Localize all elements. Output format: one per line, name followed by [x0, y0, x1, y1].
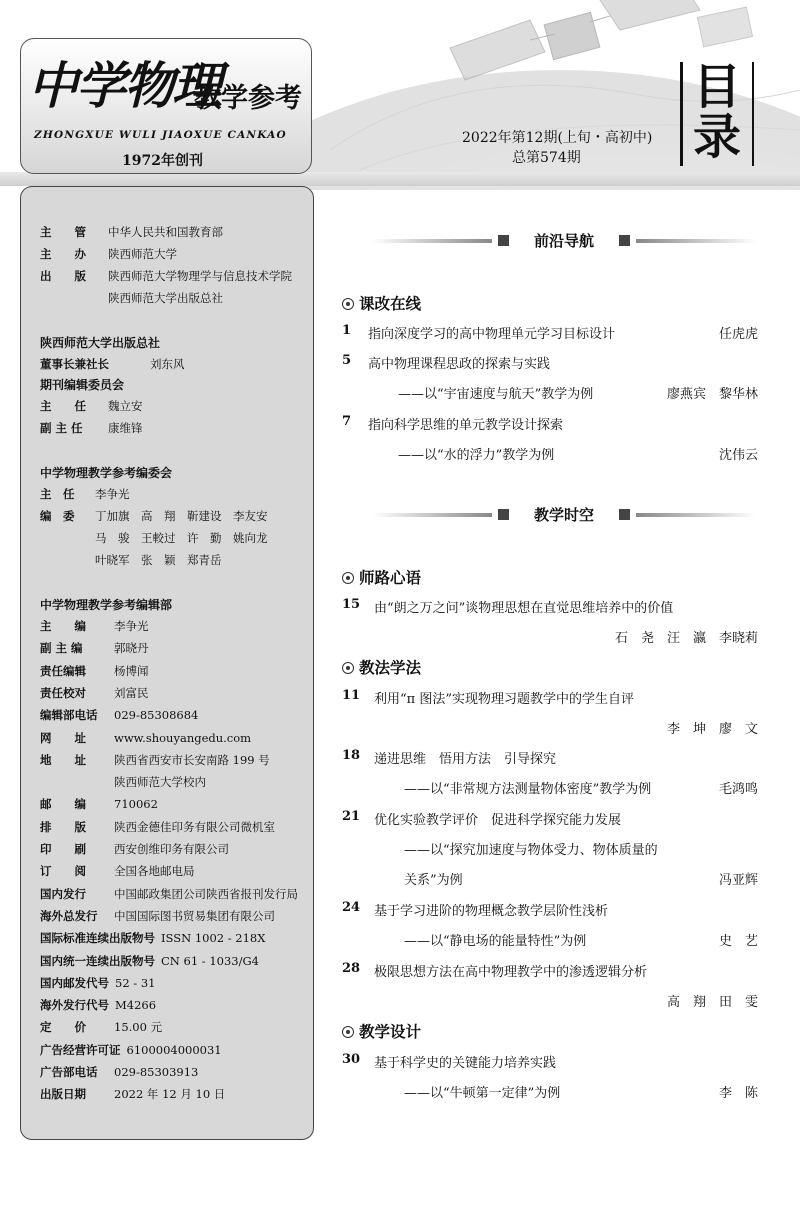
toc-article-subtitle: ——以“宇宙速度与航天”教学为例 [398, 387, 594, 402]
detail-label: 订 阅 [40, 864, 86, 879]
logo-pinyin: ZHONGXUE WULI JIAOXUE CANKAO [34, 129, 287, 141]
detail-value: 710062 [114, 797, 158, 812]
detail-label: 海外总发行 [40, 908, 98, 923]
detail-value: 中国国际图书贸易集团有限公司 [114, 908, 275, 923]
category-heading: 师路心语 [342, 566, 421, 588]
toc-page-number: 28 [342, 961, 361, 976]
masthead-detail-row [40, 930, 265, 946]
toc-author: 任虎虎 [718, 327, 758, 342]
detail-label: 地 址 [40, 752, 86, 767]
detail-value: 郭晓丹 [114, 641, 149, 656]
toc-title [688, 59, 746, 165]
detail-value: 52 - 31 [115, 975, 156, 990]
toc-author: 史 艺 [718, 934, 758, 949]
masthead-row: 出 版 陕西师范大学物理学与信息技术学院 [40, 269, 292, 283]
masthead-detail-row [40, 863, 195, 879]
masthead-detail-row [40, 730, 251, 746]
toc-author: 李 陈 [718, 1086, 758, 1101]
masthead-detail-row [40, 707, 198, 723]
masthead-detail-row [40, 774, 206, 790]
detail-label: 国内统一连续出版物号 [40, 953, 155, 968]
founded-year: 1972年创刊 [122, 153, 203, 169]
logo-subtitle: 教学参考 [194, 83, 302, 114]
detail-value: 西安创维印务有限公司 [114, 842, 229, 856]
detail-value: 2022 年 12 月 10 日 [114, 1087, 226, 1102]
masthead-detail-row [40, 618, 149, 634]
section-banner-frontier: 前沿导航 [372, 230, 756, 252]
masthead-row: 叶晓军 张 颖 郑青岳 [95, 553, 222, 567]
category-heading: 教学设计 [342, 1020, 421, 1042]
toc-author: 冯亚辉 [718, 873, 758, 888]
detail-value: 029-85303913 [114, 1065, 199, 1079]
target-bullet-icon [342, 1026, 354, 1038]
toc-article-title[interactable]: 基于学习进阶的物理概念教学层阶性浅析 [374, 904, 609, 919]
masthead-row: 马 骏 王較过 许 勤 姚向龙 [95, 531, 268, 545]
detail-label: 责任编辑 [40, 663, 86, 678]
header-bar [0, 172, 800, 186]
detail-value: 陕西金德佳印务有限公司微机室 [114, 819, 275, 834]
category-heading: 教法学法 [342, 656, 421, 678]
detail-label: 主 编 [40, 619, 86, 633]
masthead-detail-row [40, 953, 259, 969]
detail-label: 邮 编 [40, 797, 86, 812]
target-bullet-icon [342, 572, 354, 584]
masthead-row: 陕西师范大学出版总社 [108, 291, 223, 305]
detail-label: 网 址 [40, 730, 86, 745]
toc-author: 高 翔 田 雯 [666, 995, 758, 1010]
detail-value: 陕西省西安市长安南路 199 号 [114, 752, 270, 767]
toc-page-number: 1 [342, 323, 352, 338]
detail-label: 国际标准连续出版物号 [40, 931, 155, 946]
detail-label: 印 刷 [40, 842, 86, 856]
detail-label: 广告部电话 [40, 1065, 98, 1079]
toc-page-number: 30 [342, 1052, 361, 1067]
toc-article-subtitle: 关系”为例 [404, 873, 463, 888]
masthead-detail-row [40, 1064, 198, 1080]
total-issue-number: 总第574期 [512, 150, 581, 166]
masthead-row: 编 委 丁加旗 高 翔 靳建设 李友安 [40, 509, 268, 523]
toc-article-title[interactable]: 指向深度学习的高中物理单元学习目标设计 [368, 327, 616, 342]
masthead-detail-row [40, 975, 155, 991]
masthead-detail-row [40, 841, 229, 857]
issue-number: 2022年第12期(上旬・高初中) [462, 130, 653, 146]
detail-label: 责任校对 [40, 685, 86, 700]
detail-label: 国内邮发代号 [40, 975, 109, 990]
detail-value: 15.00 元 [114, 1020, 163, 1035]
detail-value: 李争光 [114, 619, 149, 633]
masthead-detail-row [40, 685, 149, 701]
toc-article-subtitle: ——以“探究加速度与物体受力、物体质量的 [404, 843, 658, 858]
toc-article-subtitle: ——以“非常规方法测量物体密度”教学为例 [404, 782, 652, 797]
detail-label: 定 价 [40, 1020, 86, 1035]
masthead-detail-row [40, 640, 149, 656]
detail-value: 029-85308684 [114, 708, 199, 723]
detail-value: ISSN 1002 - 218X [161, 931, 266, 946]
detail-label: 国内发行 [40, 886, 86, 901]
title-rule-right [752, 62, 754, 166]
toc-author: 李 坤 廖 文 [666, 722, 758, 737]
toc-article-title[interactable]: 指向科学思维的单元教学设计探索 [368, 418, 564, 433]
masthead-detail-row [40, 886, 298, 902]
masthead-row: 副 主 任 康维锋 [40, 421, 143, 435]
toc-article-title[interactable]: 由“朗之万之问”谈物理思想在直觉思维培养中的价值 [374, 601, 674, 616]
masthead-detail-row [40, 1019, 162, 1035]
detail-value: M4266 [115, 998, 157, 1013]
detail-label: 排 版 [40, 819, 86, 834]
board-heading: 中学物理教学参考编委会 [40, 466, 173, 480]
toc-article-subtitle: ——以“水的浮力”教学为例 [398, 448, 555, 463]
toc-page-number: 21 [342, 809, 361, 824]
editorial-heading: 中学物理教学参考编辑部 [40, 598, 173, 612]
toc-article-title[interactable]: 极限思想方法在高中物理教学中的渗透逻辑分析 [374, 965, 648, 980]
masthead-detail-row [40, 1086, 225, 1102]
publisher-heading: 陕西师范大学出版总社 [40, 336, 161, 350]
masthead-detail-row [40, 997, 156, 1013]
detail-label: 海外发行代号 [40, 998, 109, 1013]
toc-article-title[interactable]: 递进思维 悟用方法 引导探究 [374, 752, 557, 767]
toc-page-number: 7 [342, 414, 352, 429]
toc-article-title[interactable]: 基于科学史的关键能力培养实践 [374, 1056, 557, 1071]
detail-value: CN 61 - 1033/G4 [161, 953, 259, 968]
detail-label: 编辑部电话 [40, 708, 98, 723]
toc-article-subtitle: ——以“牛顿第一定律”为例 [404, 1086, 561, 1101]
toc-page-number: 18 [342, 748, 361, 763]
detail-value: 刘富民 [114, 685, 149, 700]
detail-value: 全国各地邮电局 [114, 864, 195, 879]
toc-title-char-2: 录 [692, 109, 741, 165]
section-banner-teaching: 教学时空 [372, 504, 756, 526]
masthead-row: 主 办 陕西师范大学 [40, 247, 177, 261]
masthead-detail-row [40, 1042, 222, 1058]
detail-value: 陕西师范大学校内 [114, 775, 206, 790]
toc-article-title[interactable]: 高中物理课程思政的探索与实践 [368, 357, 551, 372]
detail-label: 副 主 编 [40, 641, 83, 656]
toc-author: 毛鸿鸣 [718, 782, 758, 797]
toc-page-number: 24 [342, 900, 361, 915]
category-heading: 课改在线 [342, 292, 421, 314]
committee-heading: 期刊编辑委员会 [40, 378, 125, 392]
masthead-detail-row [40, 663, 149, 679]
detail-value: www.shouyangedu.com [114, 730, 252, 745]
toc-author: 廖燕宾 黎华林 [666, 387, 758, 402]
masthead-detail-row [40, 752, 270, 768]
masthead-row: 董事长兼社长 刘东风 [40, 357, 185, 371]
target-bullet-icon [342, 662, 354, 674]
detail-label: 出版日期 [40, 1087, 86, 1102]
toc-title-char-1: 目 [692, 59, 741, 115]
detail-value: 杨博闻 [114, 663, 149, 678]
detail-value: 6100004000031 [126, 1042, 222, 1057]
toc-author: 沈伟云 [718, 448, 758, 463]
title-rule-left [680, 62, 683, 166]
masthead-detail-row [40, 819, 275, 835]
logo-title: 中学物理 [28, 56, 220, 115]
toc-page-number: 5 [342, 353, 352, 368]
masthead-row: 主 管 中华人民共和国教育部 [40, 225, 223, 239]
toc-page-number: 15 [342, 597, 361, 612]
masthead-detail-row [40, 908, 275, 924]
target-bullet-icon [342, 298, 354, 310]
detail-label: 广告经营许可证 [40, 1042, 121, 1057]
masthead-detail-row [40, 796, 158, 812]
masthead-row: 主 任 李争光 [40, 487, 130, 501]
toc-article-title[interactable]: 利用“π 图法”实现物理习题教学中的学生自评 [374, 692, 634, 707]
masthead-row: 主 任 魏立安 [40, 399, 143, 413]
toc-page-number: 11 [342, 688, 361, 703]
toc-article-title[interactable]: 优化实验教学评价 促进科学探究能力发展 [374, 813, 622, 828]
toc-author: 石 尧 汪 瀛 李晓莉 [614, 631, 758, 646]
toc-article-subtitle: ——以“静电场的能量特性”为例 [404, 934, 587, 949]
detail-value: 中国邮政集团公司陕西省报刊发行局 [114, 886, 298, 901]
